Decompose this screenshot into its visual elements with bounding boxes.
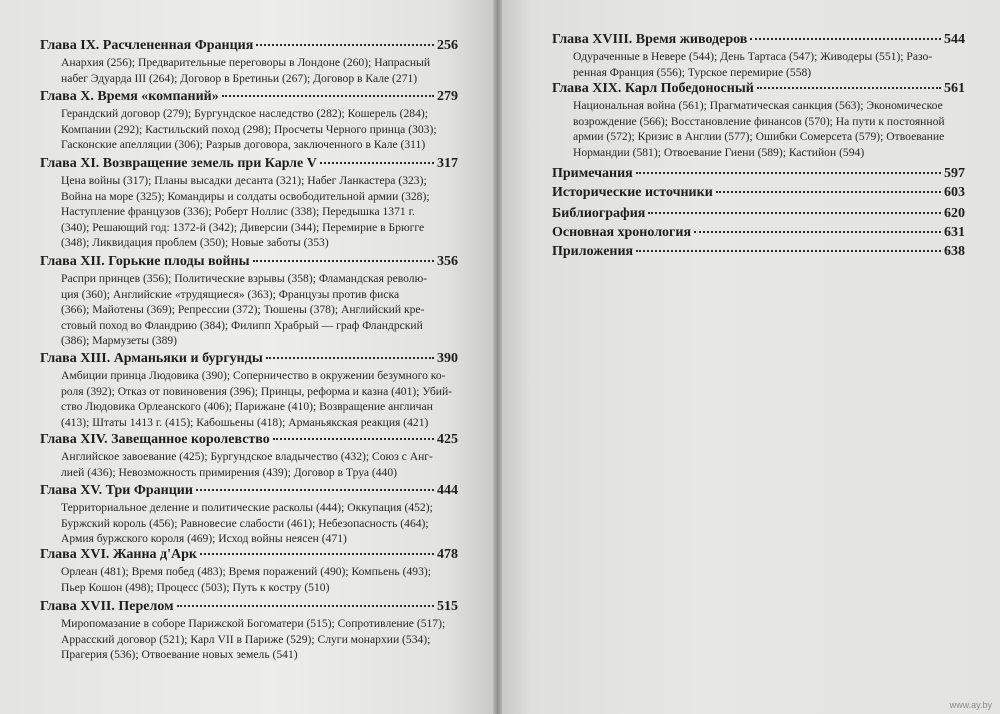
chapter-title: Глава XIII. Арманьяки и бургунды <box>40 351 263 366</box>
toc-chapter <box>552 80 965 160</box>
subtopic-line: (413); Штаты 1413 г. (415); Кабошьены (418); Арманьякская реакция (421) <box>61 415 429 429</box>
chapter-subtopics <box>40 368 458 430</box>
toc-chapter <box>40 598 458 663</box>
chapter-heading <box>40 88 458 106</box>
chapter-page-number: 317 <box>437 156 458 171</box>
section-title: Библиография <box>552 206 646 221</box>
chapter-heading <box>552 31 965 49</box>
section-heading <box>552 184 965 202</box>
watermark: www.ay.by <box>949 700 992 710</box>
toc-chapter <box>40 253 458 349</box>
subtopic-line: Армия буржского короля (469); Исход войны неясен (471) <box>61 532 347 545</box>
dot-leader <box>320 161 434 164</box>
dot-leader <box>636 249 941 252</box>
subtopic-line: Распри принцев (356); Политические взрывы (358); Фламандская револю- <box>61 272 428 285</box>
toc-section <box>552 165 965 183</box>
chapter-title: Глава XVIII. Время живодеров <box>552 32 748 47</box>
toc-chapter <box>40 431 458 480</box>
chapter-subtopics <box>40 564 458 595</box>
chapter-heading <box>40 37 458 55</box>
section-heading <box>552 205 965 223</box>
chapter-subtopics <box>40 616 458 663</box>
subtopic-line: ция (360); Английские «трудящиеся» (363); Французы против фиска <box>61 287 400 301</box>
dot-leader <box>694 230 941 233</box>
chapter-heading <box>40 482 458 500</box>
toc-chapter <box>40 88 458 153</box>
chapter-title: Глава XI. Возвращение земель при Карле V <box>40 156 317 171</box>
section-heading <box>552 243 965 261</box>
subtopic-line: Герандский договор (279); Бургундское наследство (282); Кошерель (284); <box>61 107 428 120</box>
toc-section <box>552 224 965 242</box>
subtopic-line: лией (436); Невозможность примирения (439); Договор в Труа (440) <box>61 465 398 479</box>
subtopic-line: Война на море (325); Командиры и солдаты освободительной армии (328); <box>61 189 430 203</box>
chapter-page-number: 356 <box>437 254 458 269</box>
section-title: Примечания <box>552 166 633 181</box>
subtopic-line: (386); Мармузеты (389) <box>61 334 178 347</box>
section-title: Исторические источники <box>552 185 713 200</box>
toc-section <box>552 243 965 261</box>
section-title: Основная хронология <box>552 225 692 240</box>
section-page-number: 620 <box>944 206 965 221</box>
subtopic-line: Национальная война (561); Прагматическая санкция (563); Экономическое <box>573 99 943 112</box>
chapter-subtopics <box>40 271 458 349</box>
subtopic-line: набег Эдуарда III (264); Договор в Бретиньи (267); Договор в Кале (271) <box>61 71 418 85</box>
dot-leader <box>266 356 434 359</box>
subtopic-line: Английское завоевание (425); Бургундское владычество (432); Союз с Анг- <box>61 450 433 463</box>
subtopic-line: ренная Франция (556); Турское перемирие (558) <box>573 65 812 79</box>
subtopic-line: армии (572); Кризис в Англии (577); Ошибки Сомерсета (579); Отвоевание <box>573 130 945 143</box>
chapter-heading <box>40 546 458 564</box>
section-page-number: 638 <box>944 244 965 259</box>
subtopic-line: ство Людовика Орлеанского (406); Парижане (410); Возвращение англичан <box>61 400 433 413</box>
chapter-heading <box>40 350 458 368</box>
chapter-page-number: 515 <box>437 599 458 614</box>
subtopic-line: Амбиции принца Людовика (390); Соперничество в окружении безумного ко- <box>61 369 446 382</box>
chapter-heading <box>40 253 458 271</box>
section-heading <box>552 165 965 183</box>
subtopic-line: Миропомазание в соборе Парижской Богоматери (515); Сопротивление (517); <box>61 617 446 630</box>
subtopic-line: Цена войны (317); Планы высадки десанта (321); Набег Ланкастера (323); <box>61 174 427 187</box>
dot-leader <box>177 604 434 607</box>
dot-leader <box>757 86 941 89</box>
section-page-number: 603 <box>944 185 965 200</box>
subtopic-line: Прагерия (536); Отвоевание новых земель (541) <box>61 648 298 661</box>
subtopic-line: Орлеан (481); Время побед (483); Время поражений (490); Компьень (493); <box>61 565 431 578</box>
chapter-page-number: 256 <box>437 38 458 53</box>
left-page <box>0 0 495 714</box>
toc-section <box>552 205 965 223</box>
chapter-subtopics <box>40 55 458 86</box>
chapter-page-number: 561 <box>944 81 965 96</box>
subtopic-line: Гасконские апелляции (306); Разрыв договора, заключенного в Кале (311) <box>61 138 426 151</box>
toc-chapter <box>40 482 458 547</box>
chapter-heading <box>40 431 458 449</box>
dot-leader <box>200 552 434 555</box>
subtopic-line: Нормандии (581); Отвоевание Гиени (589); Кастийон (594) <box>573 145 865 159</box>
toc-chapter <box>40 546 458 595</box>
chapter-subtopics <box>40 173 458 251</box>
dot-leader <box>648 211 941 214</box>
right-page <box>500 0 1000 714</box>
toc-section <box>552 184 965 202</box>
toc-chapter <box>40 37 458 86</box>
toc-chapter <box>552 31 965 80</box>
book-gutter <box>493 0 502 714</box>
subtopic-line: Аррасский договор (521); Карл VII в Париже (529); Слуги монархии (534); <box>61 632 431 646</box>
subtopic-line: Компании (292); Кастильский поход (298); Просчеты Черного принца (303); <box>61 122 437 136</box>
chapter-subtopics <box>552 49 965 80</box>
dot-leader <box>750 37 941 40</box>
chapter-heading <box>40 155 458 173</box>
chapter-title: Глава XIV. Завещанное королевство <box>40 432 270 447</box>
subtopic-line: (348); Ликвидация проблем (350); Новые заботы (353) <box>61 236 329 249</box>
chapter-page-number: 390 <box>437 351 458 366</box>
chapter-subtopics <box>40 500 458 547</box>
dot-leader <box>253 259 434 262</box>
chapter-page-number: 425 <box>437 432 458 447</box>
dot-leader <box>196 488 434 491</box>
subtopic-line: роля (392); Отказ от повиновения (396); Принцы, реформа и казна (401); Убий- <box>61 384 453 398</box>
chapter-title: Глава XV. Три Франции <box>40 483 193 498</box>
chapter-subtopics <box>40 106 458 153</box>
chapter-page-number: 478 <box>437 547 458 562</box>
subtopic-line: стовый поход во Фландрию (384); Филипп Храбрый — граф Фландрский <box>61 318 423 332</box>
chapter-page-number: 544 <box>944 32 965 47</box>
chapter-title: Глава IX. Расчлененная Франция <box>40 38 254 53</box>
subtopic-line: возрождение (566); Восстановление финансов (570); На пути к постоянной <box>573 114 945 128</box>
section-heading <box>552 224 965 242</box>
subtopic-line: Одураченные в Невере (544); День Тартаса (547); Живодеры (551); Разо- <box>573 50 933 63</box>
dot-leader <box>256 43 434 46</box>
subtopic-line: Пьер Кошон (498); Процесс (503); Путь к костру (510) <box>61 580 330 594</box>
subtopic-line: (366); Майотены (369); Репрессии (372); Тюшены (378); Английский кре- <box>61 303 425 316</box>
subtopic-line: (340); Решающий год: 1372-й (342); Диверсии (344); Перемирие в Брюгге <box>61 220 425 234</box>
dot-leader <box>222 94 434 97</box>
chapter-title: Глава XVII. Перелом <box>40 599 174 614</box>
toc-chapter <box>40 155 458 251</box>
chapter-heading <box>552 80 965 98</box>
toc-chapter <box>40 350 458 430</box>
subtopic-line: Территориальное деление и политические расколы (444); Оккупация (452); <box>61 501 433 514</box>
chapter-page-number: 279 <box>437 89 458 104</box>
chapter-title: Глава X. Время «компаний» <box>40 89 219 104</box>
subtopic-line: Буржский король (456); Равновесие слабости (461); Небезопасность (464); <box>61 516 429 530</box>
chapter-title: Глава XIX. Карл Победоносный <box>552 81 754 96</box>
subtopic-line: Анархия (256); Предварительные переговоры в Лондоне (260); Напрасный <box>61 56 431 69</box>
chapter-title: Глава XII. Горькие плоды войны <box>40 254 250 269</box>
section-page-number: 631 <box>944 225 965 240</box>
subtopic-line: Наступление французов (336); Роберт Ноллис (338); Передышка 1371 г. <box>61 205 415 218</box>
chapter-page-number: 444 <box>437 483 458 498</box>
section-page-number: 597 <box>944 166 965 181</box>
chapter-subtopics <box>552 98 965 160</box>
chapter-heading <box>40 598 458 616</box>
dot-leader <box>716 190 941 193</box>
chapter-title: Глава XVI. Жанна д'Арк <box>40 547 197 562</box>
section-title: Приложения <box>552 244 634 259</box>
dot-leader <box>273 437 434 440</box>
chapter-subtopics <box>40 449 458 480</box>
dot-leader <box>636 171 941 174</box>
